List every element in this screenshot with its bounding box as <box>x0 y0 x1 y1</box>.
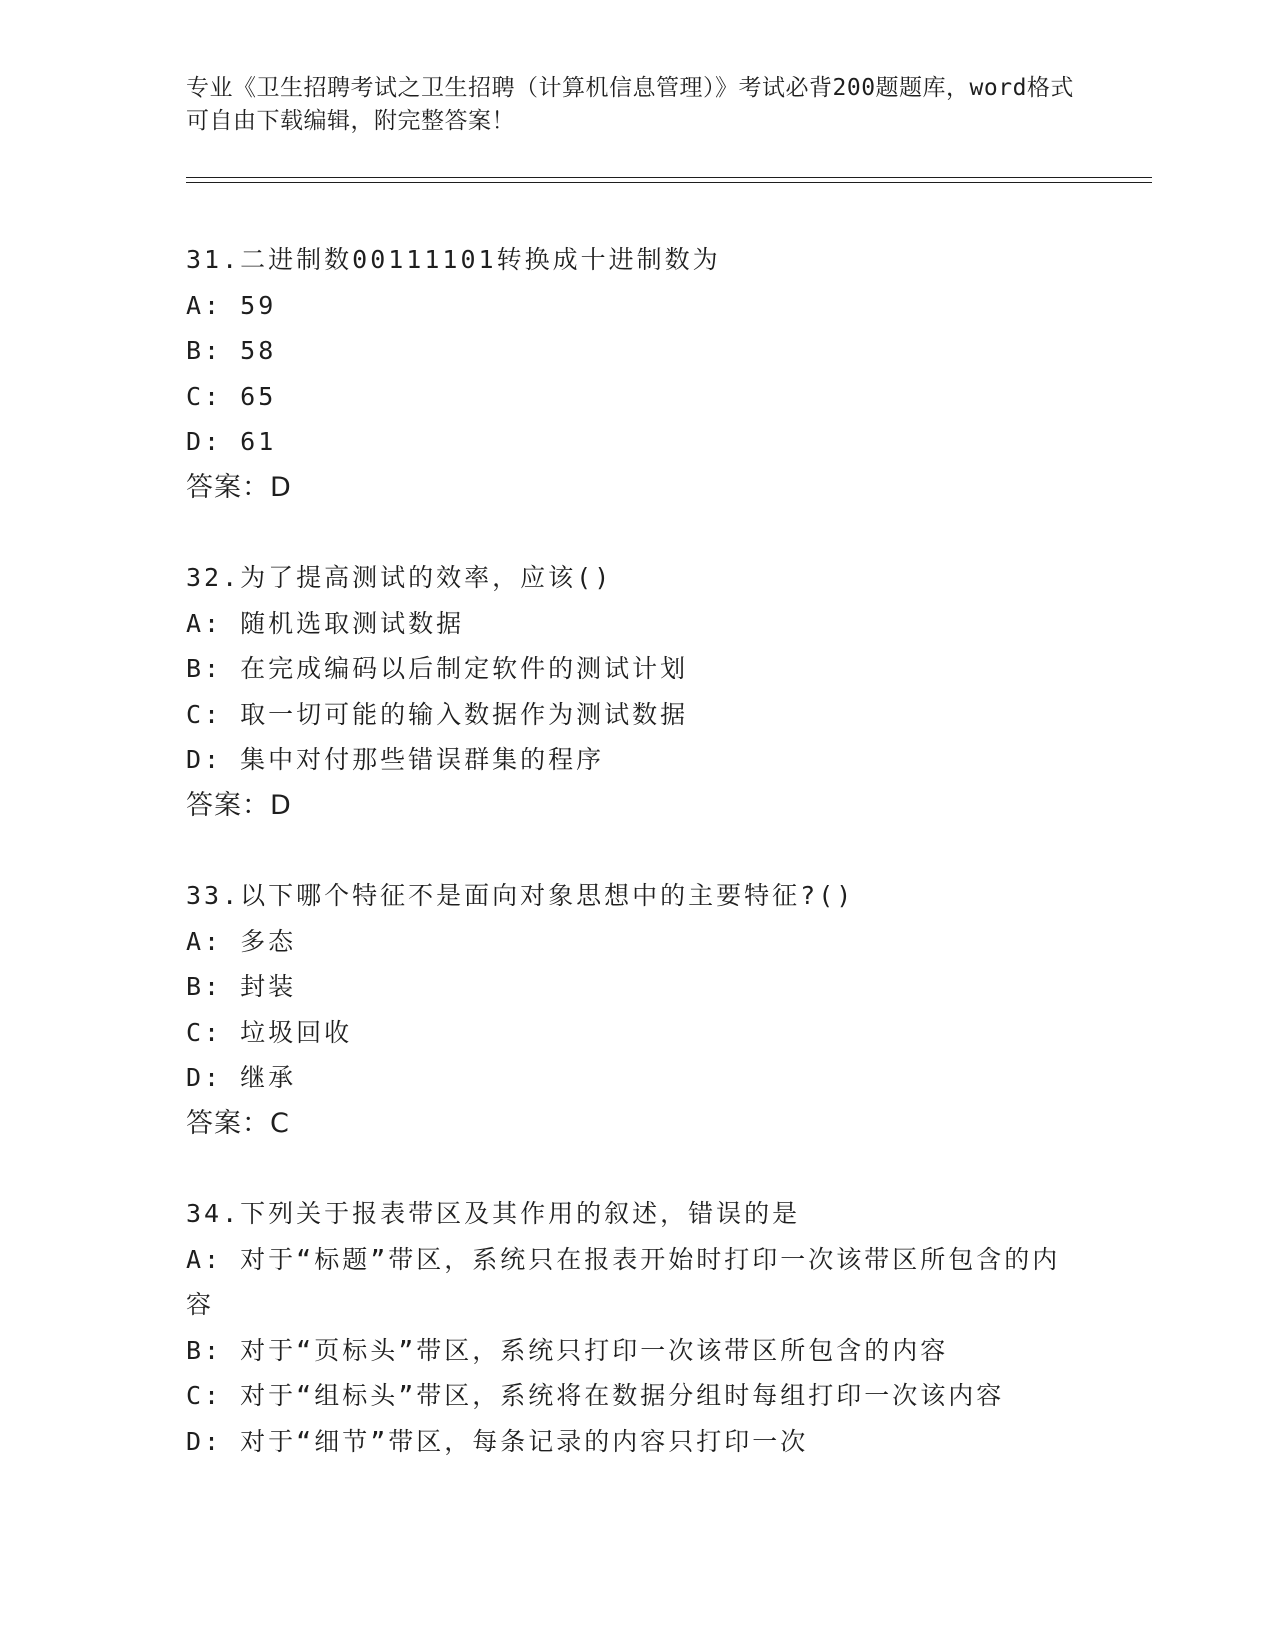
option-a: A: 59 <box>186 290 277 320</box>
option-d: D: 61 <box>186 427 277 456</box>
option-a: A: 对于“标题”带区，系统只在报表开始时打印一次该带区所包含的内容 <box>186 1244 1061 1319</box>
option-b: B: 58 <box>186 336 277 365</box>
answer-label: 答案：D <box>186 789 292 821</box>
option-b: B: 在完成编码以后制定软件的测试计划 <box>186 654 689 683</box>
header-divider-bottom <box>186 182 1152 183</box>
question-34 <box>186 1191 1086 1464</box>
option-c: C: 65 <box>186 381 277 411</box>
option-a: A: 多态 <box>186 926 297 956</box>
question-32 <box>186 555 1086 828</box>
option-b: B: 封装 <box>186 972 297 1001</box>
question-text: 32.为了提高测试的效率，应该() <box>186 563 613 592</box>
document-header: 专业《卫生招聘考试之卫生招聘（计算机信息管理）》考试必背200题题库，word格式可自由下载编辑，附完整答案！ <box>186 75 1074 134</box>
option-c: C: 垃圾回收 <box>186 1017 353 1047</box>
question-31 <box>186 237 1086 510</box>
option-a: A: 随机选取测试数据 <box>186 608 465 638</box>
option-c: C: 对于“组标头”带区，系统将在数据分组时每组打印一次该内容 <box>186 1381 1005 1410</box>
answer-label: 答案：C <box>186 1107 290 1139</box>
option-b: B: 对于“页标头”带区，系统只打印一次该带区所包含的内容 <box>186 1335 949 1365</box>
header-divider-top <box>186 177 1152 178</box>
question-text: 33.以下哪个特征不是面向对象思想中的主要特征?() <box>186 881 855 910</box>
option-d: D: 继承 <box>186 1063 297 1092</box>
question-33 <box>186 873 1086 1146</box>
answer-label: 答案：D <box>186 471 292 503</box>
option-d: D: 集中对付那些错误群集的程序 <box>186 745 605 774</box>
question-text: 34.下列关于报表带区及其作用的叙述，错误的是 <box>186 1199 801 1228</box>
option-d: D: 对于“细节”带区，每条记录的内容只打印一次 <box>186 1426 809 1456</box>
question-text: 31.二进制数00111101转换成十进制数为 <box>186 245 721 274</box>
option-c: C: 取一切可能的输入数据作为测试数据 <box>186 699 689 729</box>
